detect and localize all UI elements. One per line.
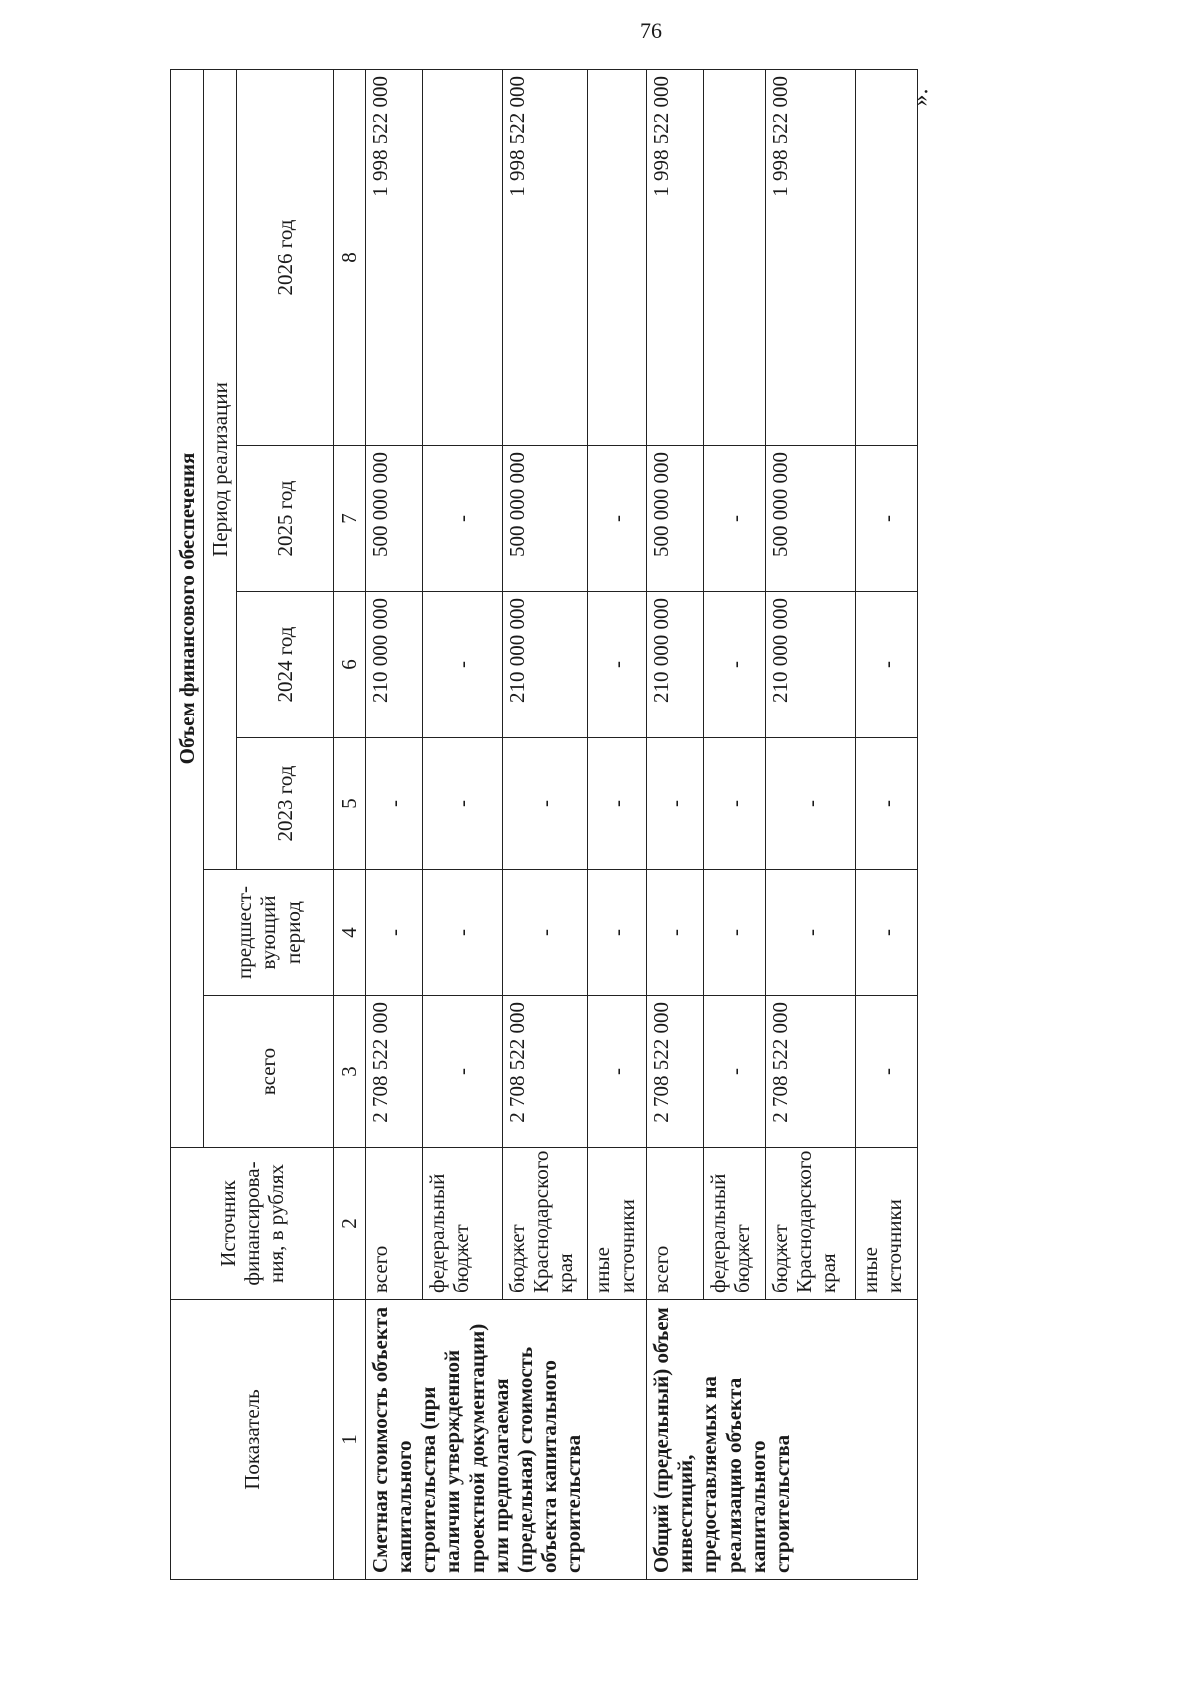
y2024-cell: - — [856, 592, 918, 738]
total-cell: - — [588, 996, 647, 1148]
previous-cell: - — [502, 870, 588, 996]
y2023-cell: - — [588, 738, 647, 870]
y2026-cell — [423, 69, 502, 445]
header-total: всего — [204, 996, 334, 1148]
source-cell: всего — [647, 1148, 704, 1300]
rotated-table-wrapper — [170, 70, 1200, 1573]
page-number: 76 — [640, 18, 662, 43]
indicator-cell: Общий (предельный) объем инвестиций, предоставляемых на реализацию объекта капитального строительства — [647, 1300, 918, 1580]
y2024-cell: 210 000 000 — [765, 592, 855, 738]
header-volume: Объем финансового обеспечения — [171, 69, 204, 1147]
header-year-2025: 2025 год — [237, 446, 334, 592]
y2024-cell: - — [588, 592, 647, 738]
column-number: 2 — [333, 1148, 365, 1300]
header-year-2023: 2023 год — [237, 738, 334, 870]
y2025-cell: - — [704, 446, 766, 592]
closing-quote-mark: ». — [907, 88, 934, 107]
source-cell: иные источники — [588, 1148, 647, 1300]
table-row — [647, 69, 704, 1579]
previous-cell: - — [366, 870, 423, 996]
y2025-cell: - — [856, 446, 918, 592]
y2025-cell: 500 000 000 — [502, 446, 588, 592]
indicator-cell: Сметная стоимость объекта капитального строительства (при наличии утвержденной проектной документации) или предполагаемая (предельная) стоимость объекта капитального строительства — [366, 1300, 647, 1580]
y2026-cell — [856, 69, 918, 445]
column-number: 4 — [333, 870, 365, 996]
y2025-cell: 500 000 000 — [647, 446, 704, 592]
total-cell: 2 708 522 000 — [647, 996, 704, 1148]
header-year-2026: 2026 год — [237, 69, 334, 445]
y2026-cell: 1 998 522 000 — [366, 69, 423, 445]
header-implementation-period: Период реализации — [204, 69, 237, 869]
previous-cell: - — [856, 870, 918, 996]
source-cell: федеральный бюджет — [704, 1148, 766, 1300]
y2024-cell: 210 000 000 — [647, 592, 704, 738]
previous-cell: - — [588, 870, 647, 996]
y2025-cell: 500 000 000 — [765, 446, 855, 592]
column-number: 5 — [333, 738, 365, 870]
source-cell: всего — [366, 1148, 423, 1300]
y2023-cell: - — [423, 738, 502, 870]
source-cell: бюджет Краснодарского края — [502, 1148, 588, 1300]
y2023-cell: - — [502, 738, 588, 870]
header-indicator: Показатель — [171, 1300, 334, 1580]
y2026-cell: 1 998 522 000 — [647, 69, 704, 445]
header-year-2024: 2024 год — [237, 592, 334, 738]
total-cell: 2 708 522 000 — [765, 996, 855, 1148]
y2026-cell: 1 998 522 000 — [765, 69, 855, 445]
y2026-cell: 1 998 522 000 — [502, 69, 588, 445]
rotated-table-frame — [170, 70, 918, 1580]
y2023-cell: - — [856, 738, 918, 870]
y2025-cell: 500 000 000 — [366, 446, 423, 592]
y2023-cell: - — [647, 738, 704, 870]
y2025-cell: - — [423, 446, 502, 592]
previous-cell: - — [423, 870, 502, 996]
table-row — [366, 69, 423, 1579]
total-cell: 2 708 522 000 — [502, 996, 588, 1148]
column-number: 6 — [333, 592, 365, 738]
y2023-cell: - — [765, 738, 855, 870]
column-number: 7 — [333, 446, 365, 592]
y2023-cell: - — [704, 738, 766, 870]
y2026-cell — [704, 69, 766, 445]
header-source: Источник финансирова-ния, в рублях — [171, 1148, 334, 1300]
source-cell: бюджет Краснодарского края — [765, 1148, 855, 1300]
y2024-cell: 210 000 000 — [502, 592, 588, 738]
column-number: 8 — [333, 69, 365, 445]
source-cell: иные источники — [856, 1148, 918, 1300]
previous-cell: - — [647, 870, 704, 996]
y2025-cell: - — [588, 446, 647, 592]
previous-cell: - — [704, 870, 766, 996]
financing-table — [170, 69, 918, 1580]
y2024-cell: 210 000 000 — [366, 592, 423, 738]
column-number: 1 — [333, 1300, 365, 1580]
y2024-cell: - — [704, 592, 766, 738]
previous-cell: - — [765, 870, 855, 996]
y2026-cell — [588, 69, 647, 445]
total-cell: - — [704, 996, 766, 1148]
total-cell: - — [423, 996, 502, 1148]
column-number: 3 — [333, 996, 365, 1148]
header-previous-period: предшест-вующий период — [204, 870, 334, 996]
column-numbers-row — [333, 69, 365, 1579]
total-cell: 2 708 522 000 — [366, 996, 423, 1148]
total-cell: - — [856, 996, 918, 1148]
y2024-cell: - — [423, 592, 502, 738]
source-cell: федеральный бюджет — [423, 1148, 502, 1300]
y2023-cell: - — [366, 738, 423, 870]
